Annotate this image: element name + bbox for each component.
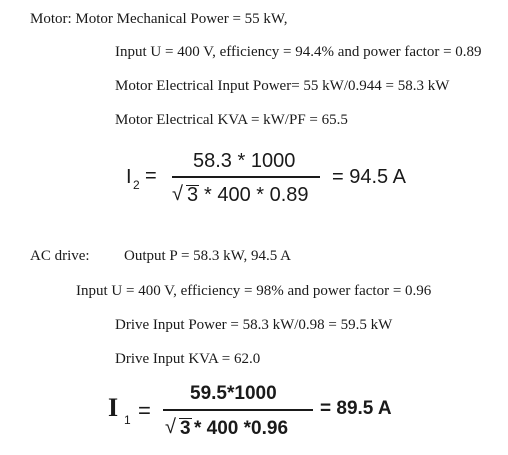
motor-electrical-power-line: Motor Electrical Input Power= 55 kW/0.944 = 58.3 kW (115, 78, 450, 94)
eq2-radical-sign: √ (165, 416, 176, 438)
motor-heading: Motor: Motor Mechanical Power = 55 kW, (30, 11, 288, 27)
eq2-subscript: 1 (124, 413, 131, 427)
motor-input-line: Input U = 400 V, efficiency = 94.4% and power factor = 0.89 (115, 44, 482, 60)
eq2-equals: = (138, 398, 151, 423)
eq2-numerator: 59.5*1000 (190, 383, 277, 404)
drive-input-power-line: Drive Input Power = 58.3 kW/0.98 = 59.5 kW (115, 317, 393, 333)
eq2-result: = 89.5 A (320, 398, 392, 419)
drive-label: AC drive: (30, 248, 90, 264)
drive-input-kva-line: Drive Input KVA = 62.0 (115, 351, 261, 367)
eq1-numerator: 58.3 * 1000 (193, 150, 296, 172)
eq1-radical-sign: √ (172, 183, 183, 205)
eq2-denominator: * 400 *0.96 (194, 418, 289, 439)
eq1-denominator: * 400 * 0.89 (204, 184, 309, 206)
eq1-equals: = (145, 165, 157, 187)
drive-input-line: Input U = 400 V, efficiency = 98% and power factor = 0.96 (76, 283, 432, 299)
eq1-result: = 94.5 A (332, 166, 406, 188)
eq2-radicand: 3 (180, 418, 191, 439)
eq1-subscript: 2 (133, 178, 140, 192)
eq1-radicand: 3 (187, 184, 199, 206)
eq2-symbol: I (108, 393, 119, 422)
motor-electrical-kva-line: Motor Electrical KVA = kW/PF = 65.5 (115, 112, 348, 128)
eq2-fraction-bar (163, 409, 313, 411)
eq1-symbol: I (126, 166, 132, 188)
drive-output-line: Output P = 58.3 kW, 94.5 A (124, 248, 291, 264)
